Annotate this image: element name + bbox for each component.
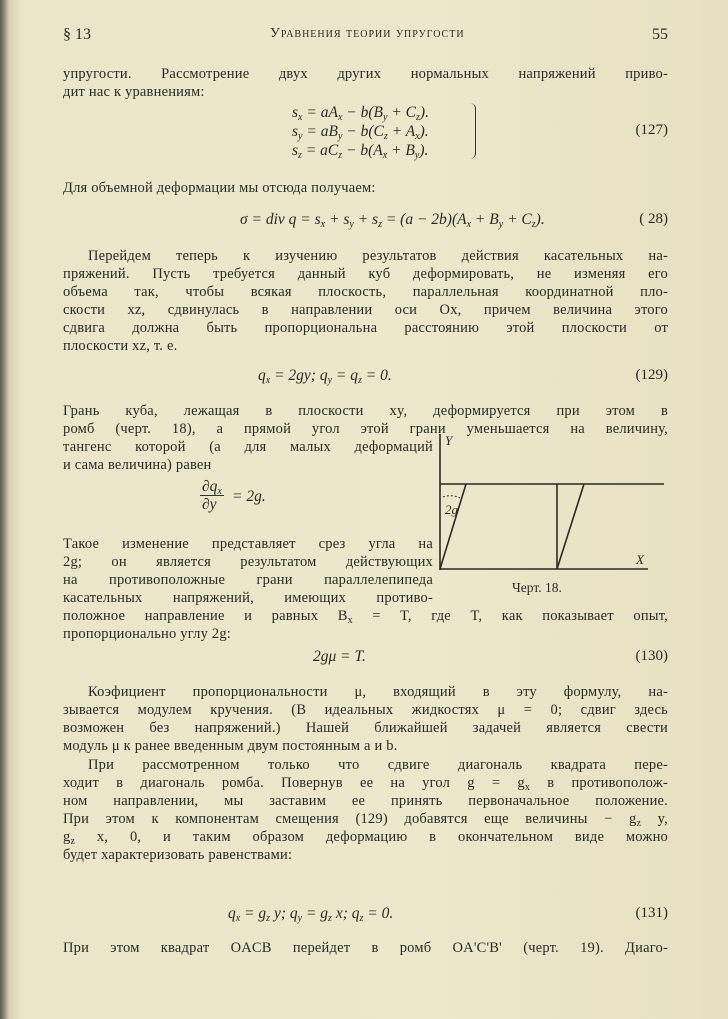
text-line: касательных напряжений, имеющих противо-	[63, 590, 433, 606]
fraction-numerator: $\partial q_x$	[202, 478, 222, 497]
text-line: При рассмотренном только что сдвиге диагональ квадрата пере-	[88, 757, 668, 773]
derivative-rhs: = 2g.	[232, 488, 266, 505]
text-line: зывается модулем кручения. (В идеальных жидкостях μ = 0; сдвиг здесь	[63, 702, 668, 718]
text-line: Такое изменение представляет срез угла на	[63, 536, 433, 552]
equation-number-127: (127)	[635, 122, 668, 138]
equation-127-row: $s_z = aC_z - b(A_x + B_y)$.	[292, 142, 429, 161]
text-line: тангенс которой (а для малых деформаций	[63, 439, 433, 455]
sheared-edge-right	[557, 484, 584, 569]
equation-number-131: (131)	[635, 905, 668, 921]
text-line: Перейдем теперь к изучению результатов действия касательных на-	[88, 248, 668, 264]
text-line: ходит в диагональ ромба. Повернув ее на угол $g = g_x$ в противополож-	[63, 775, 668, 793]
equation-128: σ = div $q = s_x + s_y + s_z = (a - 2b)(A_x + B_y + C_z)$.	[240, 211, 545, 230]
text-line: положное направление и равных $B_x = T$, где T, как показывает опыт,	[63, 608, 668, 626]
x-axis-label: X	[636, 552, 644, 567]
angle-label: 2g	[445, 502, 458, 517]
angle-arc	[443, 496, 460, 498]
equation-number-129: (129)	[635, 367, 668, 383]
text-line: на противоположные грани параллелепипеда	[63, 572, 433, 588]
text-line: Коэфициент пропорциональности μ, входящий в эту формулу, на-	[88, 684, 668, 700]
text-line: $g_z$ x, 0, и таким образом деформацию в окончательном виде можно	[63, 829, 668, 847]
text-line: упругости. Рассмотрение двух других нормальных напряжений приво-	[63, 66, 668, 82]
fraction-denominator: ∂y	[202, 496, 217, 513]
running-title: Уравнения теории упругости	[270, 26, 465, 41]
text-line: дит нас к уравнениям:	[63, 84, 205, 100]
text-line: 2g; он является результатом действующих	[63, 554, 433, 570]
equation-127-row: $s_x = aA_x - b(B_y + C_z)$.	[292, 104, 429, 123]
equation-127-row: $s_y = aB_y - b(C_z + A_x)$.	[292, 123, 429, 142]
text-line: пропорционально углу 2g:	[63, 626, 231, 642]
section-number: § 13	[63, 26, 91, 43]
equation-131: $q_x = g_z$ y; $q_y = g_z$ x; $q_z = 0$.	[228, 905, 394, 924]
text-line: возможен без напряжений.) Нашей ближайшей задачей является свести	[63, 720, 668, 736]
text-line: модуль μ к ранее введенным двум постоянным a и b.	[63, 738, 398, 754]
equation-number-130: (130)	[635, 648, 668, 664]
text-line: объема так, чтобы всякая плоскость, параллельная координатной пло-	[63, 284, 668, 300]
text-line: ном направлении, мы заставим ее принять первоначальное положение.	[63, 793, 668, 809]
text-line: пряжений. Пусть требуется данный куб деформировать, не изменяя его	[63, 266, 668, 282]
text-line: сдвига должна быть пропорциональна расстоянию этой плоскости от	[63, 320, 668, 336]
text-line: ромб (черт. 18), а прямой угол этой грани уменьшается на величину,	[63, 421, 668, 437]
text-line: скости xz, сдвинулась в направлении оси Ox, причем величина этого	[63, 302, 668, 318]
equation-number-128: ( 28)	[639, 211, 668, 227]
text-line: будет характеризовать равенствами:	[63, 847, 293, 863]
text-line: плоскости xz, т. е.	[63, 338, 178, 354]
y-axis-label: Y	[445, 433, 453, 448]
text-line: Грань куба, лежащая в плоскости xy, деформируется при этом в	[63, 403, 668, 419]
page-number: 55	[652, 26, 668, 43]
text-line: Для объемной деформации мы отсюда получаем:	[63, 180, 376, 196]
equation-130: 2gμ = T.	[313, 648, 366, 665]
text-line: При этом к компонентам смещения (129) добавятся еще величины − $g_z$ y,	[63, 811, 668, 829]
figure-caption: Черт. 18.	[512, 580, 562, 595]
text-line: и сама величина) равен	[63, 457, 212, 473]
equation-129: $q_x = 2gy$; $q_y = q_z = 0$.	[258, 367, 392, 386]
text-line: При этом квадрат OACB перейдет в ромб OA'C'B' (черт. 19). Диаго-	[63, 940, 668, 956]
